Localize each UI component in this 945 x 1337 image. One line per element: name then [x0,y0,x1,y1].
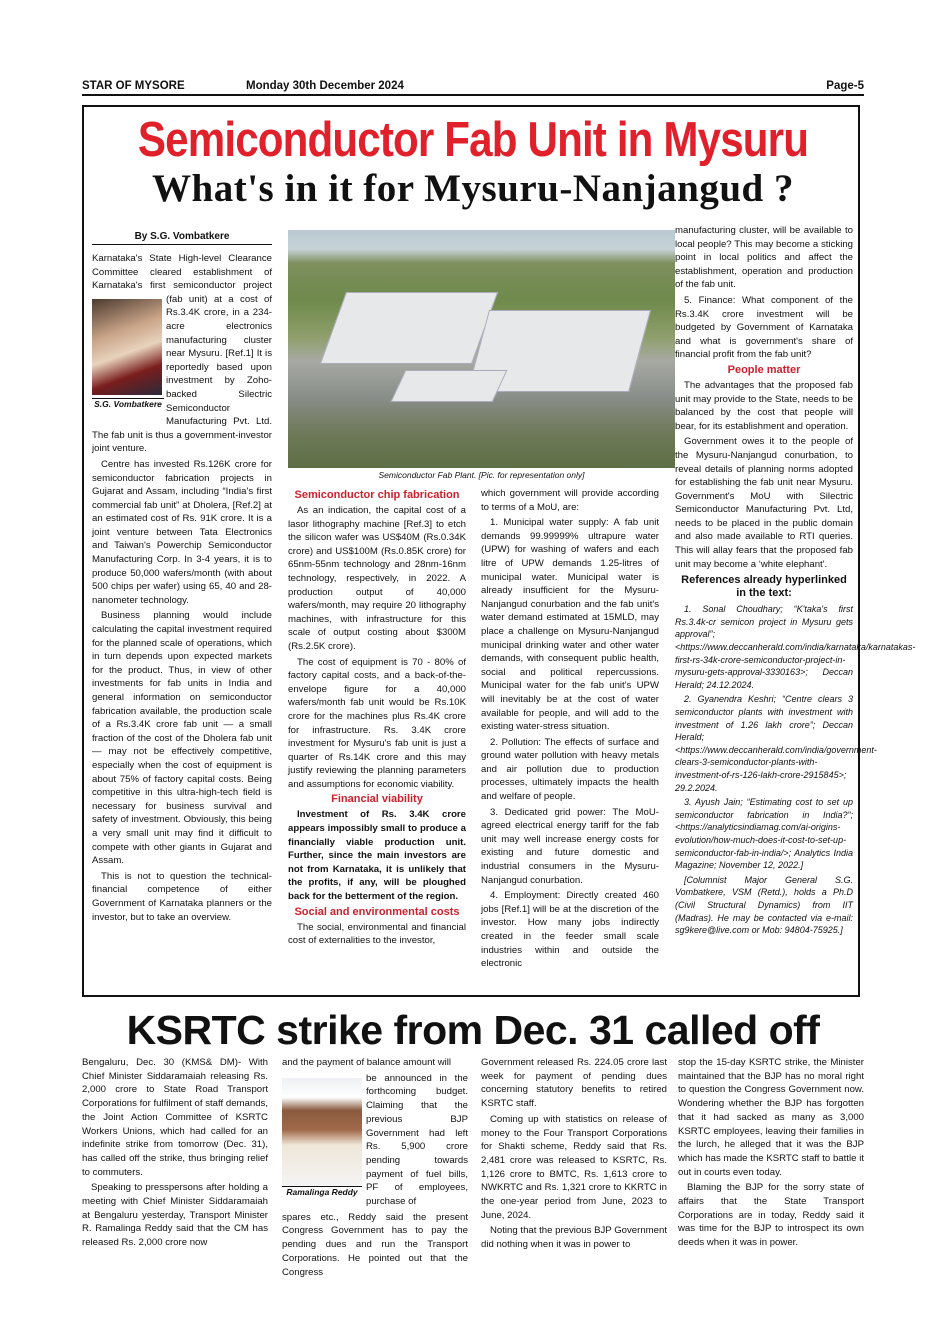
paragraph: Business planning would include calculating the capital investment required for the planned scale of operations, which in turn depends upon expected markets for the product. Thus, in view of other investments for fab units in India and general information on semiconductor fabrication available, the production scale of a Rs.3.4K crore fab unit — a small fraction of the cost of the Dholera fab unit — may not be effectively competitive, especially when the cost of equipment is about 75% of factory capital costs. Being competitive in this ultra-high-tech field is necessary for business survival and safety of investment. Obviously, this being a very small unit may find it difficult to compete with other giants in Gujarat and Assam. [92,610,272,867]
paragraph: 4. Employment: Directly created 460 jobs [Ref.1] will be at the discretion of the investor. How many jobs indirectly created in the feeder small scale industries within and outside the electronic [481,890,659,970]
masthead-rule [82,94,864,96]
subheading: Financial viability [331,793,423,806]
paragraph: which government will provide according to terms of a MoU, are: [481,488,659,513]
paragraph: Investment of Rs. 3.4K crore appears impossibly small to produce a financially viable production unit. Further, since the main investors are not from Karnataka, it is unlikely that the profits, if any, will be ploughed back for the betterment of the region. [288,809,466,903]
ksrtc-column-3 [481,1056,667,1254]
article-column-3 [481,487,659,973]
byline: By S.G. Vombatkere [92,231,272,245]
paragraph: This is not to question the technical-financial competence of either Government of Karnataka planners or the investor, but to take an overview. [92,870,272,923]
author-caption: S.G. Vombatkere [92,398,164,409]
subheading: People matter [727,363,801,376]
paragraph: 2. Pollution: The effects of surface and ground water pollution with heavy metals and air pollution due to production processes, ultimately impacts the health and welfare of people. [481,736,659,803]
author-portrait [92,299,162,395]
paragraph: and the payment of balance amount will [282,1057,452,1068]
minister-caption: Ramalinga Reddy [282,1186,362,1197]
references-heading: References already hyperlinked in the text: [681,574,847,600]
paragraph: Centre has invested Rs.126K crore for semiconductor fabrication projects in Gujarat and Assam, including “India's first commercial fab unit” at Dholera, [Ref.2] at an estimated cost of Rs. 91K crore. It is a joint venture between Tata Electronics and Taiwan's Powerchip Semiconductor Manufacturing Corp. In 3-4 years, it is to produce 50,000 wafers/month (with about 500 chips per wafer) using 65, 40 and 28-nanometer technology. [92,458,272,606]
issue-date: Monday 30th December 2024 [246,80,404,92]
paragraph: Government released Rs. 224.05 crore last week for payment of pending dues concerning statutory benefits to retired KSRTC staff. [481,1057,667,1110]
article-subheadline: What's in it for Mysuru-Nanjangud ? [152,167,794,210]
paragraph: Government owes it to the people of the Mysuru-Nanjangud conurbation, to reveal details of planning norms adopted for establishing the fab unit near Mysuru. Government's MoU with Silectric Semiconductor Manufacturing Pvt. Ltd, needs to be placed in the public domain and also made available to RTI queries. This will allay fears that the proposed fab unit may become a ‘white elephant'. [675,436,853,570]
paragraph: As an indication, the capital cost of a lasor lithography machine [Ref.3] to etch the silicon wafer was US$40M (Rs.0.34K crore) and US$100M (Rs.0.85K crore) for 65nm-55nm technology and 28nm-16nm technology, respectively, in 2022. A production output of 40,000 wafers/month, may require 20 lithography machines, with infrastructure for this scale of output costing about $300M (Rs.2.5K crore). [288,505,466,652]
paragraph: be announced in the forthcoming budget. Claiming that the previous BJP Government had left Rs. 5,900 crore pending towards payment of fuel bills, PF of employees, purchase of [366,1072,468,1208]
intro-paragraph: Karnataka's State High-level Clearance Committee cleared establishment of Karnataka's first semiconductor project (fab unit) at a cost of Rs.3.4K crore, in a 234-acre electronics manufacturing cluster near Mysuru. [Ref.1] It is reportedly based upon investment by Zoho-backed Silectric Semiconductor Manufacturing Pvt. Ltd. The fab unit is thus a government-investor joint venture. [92,253,272,455]
subheading: Social and environmental costs [294,905,460,918]
ksrtc-column-4 [678,1056,864,1252]
paragraph: 5. Finance: What component of the Rs.3.4K crore investment will be budgeted by Government of Karnataka and what is government's share of financial profit from the fab unit? [675,294,853,361]
minister-portrait [282,1078,362,1186]
paragraph: The advantages that the proposed fab unit may provide to the State, needs to be balanced by the cost that people will bear, for its establishment and operation. [675,379,853,432]
fab-plant-photo [288,230,675,468]
article-column-4 [675,224,916,939]
paragraph: Blaming the BJP for the sorry state of affairs that the State Transport Corporations are in today, Reddy said it was time for the BJP to introspect its own deeds when it was in power. [678,1182,864,1249]
reference: 1. Sonal Choudhary; “K'taka's first Rs.3.4k-cr semicon project in Mysuru gets approval”; <https://www.deccanherald.com/india/karnataka/karnatakas-first-rs-34k-crore-semiconductor-project-in-mysuru-gets-approval-3330163>; Deccan Herald; 24.12.2024. [675,604,916,690]
article-headline: Semiconductor Fab Unit in Mysuru [137,113,809,167]
paragraph: 1. Municipal water supply: A fab unit demands 99.99999% ultrapure water (UPW) for washing of wafers and each litre of UPW demands 1.25-litres of municipal water. Municipal water is already insufficient for the Mysuru-Nanjangud conurbation and the fab unit's water demand estimated at 15MLD, may place a challenge on Mysuru-Nanjangud municipal drinking water and other water demands, with consequent public health, social and political repercussions. Municipal water for the fab unit's UPW will inevitably be at the cost of water available for people, and will add to the existing water-stress situation. [481,517,659,733]
building [391,370,508,402]
ksrtc-headline: KSRTC strike from Dec. 31 called off [126,1007,820,1053]
paragraph: stop the 15-day KSRTC strike, the Minister maintained that the BJP has no moral right to question the Congress Government now. Wondering whether the BJP has forgotten that it had sacked as many as 3,000 KSRTC employees, leaving their families in the lurch, he alleged that it was the BJP which has made the KSRTC staff to battle it out in courts even today. [678,1057,864,1178]
reference: 2. Gyanendra Keshri; “Centre clears 3 semiconductor plants with investment with investment of 1.26 lakh crore”; Deccan Herald; <https://www.deccanherald.com/india/government-clears-3-semiconductor-plants-with-investment-of-rs-126-lakh-crore-2915845>; 29.2.2024. [675,694,877,793]
paragraph: spares etc., Reddy said the present Congress Government has to pay the pending dues and run the Transport Corporations. He pointed out that the Congress [282,1211,468,1278]
article-column-2 [288,487,466,950]
subheading: Semiconductor chip fabrication [294,489,460,501]
ksrtc-column-1 [82,1056,268,1252]
page-number: Page-5 [826,80,864,92]
paragraph: 3. Dedicated grid power: The MoU-agreed electrical energy tariff for the fab unit may well increase energy costs for existing and future domestic and industrial consumers in the Mysuru-Nanjangud conurbation. [481,806,659,886]
paragraph: The cost of equipment is 70 - 80% of factory capital costs, and a back-of-the-envelope figure for a 40,000 wafers/month fab unit would be Rs.10K crore for the machines plus Rs.4K crore for infrastructure. Rs. 3.4K crore investment for Mysuru's fab unit is just a quarter of Rs.14K crore and this may justify reviewing the planning parameters and assumptions for economic viability. [288,656,466,790]
paragraph: Coming up with statistics on release of money to the Four Transport Corporations for Shakti scheme, Reddy said that Rs. 2,481 crore was released to KSRTC, Rs. 1,126 crore to BMTC, Rs. 1,613 crore to NWKRTC and Rs. 1,321 crore to KKRTC in the one-year period from June, 2023 to June, 2024. [481,1113,667,1221]
author-note: [Columnist Major General S.G. Vombatkere, VSM (Retd.), holds a Ph.D (Civil Structural Dynamics) from IIT (Madras). He may be contacted via e-mail: sg9kere@live.com or Mob: 94804-75925.] [675,874,853,936]
paragraph: manufacturing cluster, will be available to local people? This may become a sticking point in local politics and affect the establishment, operation and production of the fab unit. [675,225,853,291]
paper-name: STAR OF MYSORE [82,80,185,92]
photo-caption: Semiconductor Fab Plant. [Pic. for representation only] [378,470,585,480]
building [320,292,498,364]
paragraph: Bengaluru, Dec. 30 (KMS& DM)- With Chief Minister Siddaramaiah releasing Rs. 2,000 crore to State Road Transport Corporations for fulfilment of staff demands, the Joint Action Committee of KSRTC Workers Unions, which had called for an indefinite strike from tomorrow (Dec. 31), has called off the strike, thus bringing relief to commuters. [82,1057,268,1178]
reference: 3. Ayush Jain; “Estimating cost to set up semiconductor fabrication in India?”; <https://analyticsindiamag.com/ai-origins-evolution/how-much-does-it-cost-to-set-up-semiconductor-fab-in-india/>; Analytics India Magazine; November 12, 2022.] [675,797,853,871]
paragraph: The social, environmental and financial cost of externalities to the investor, [288,921,466,947]
paragraph: Speaking to presspersons after holding a meeting with Chief Minister Siddaramaiah at Bengaluru yesterday, Transport Minister R. Ramalinga Reddy said that the CM has released Rs. 2,000 crore now [82,1182,268,1249]
paragraph: Noting that the previous BJP Government did nothing when it was in power to [481,1225,667,1251]
